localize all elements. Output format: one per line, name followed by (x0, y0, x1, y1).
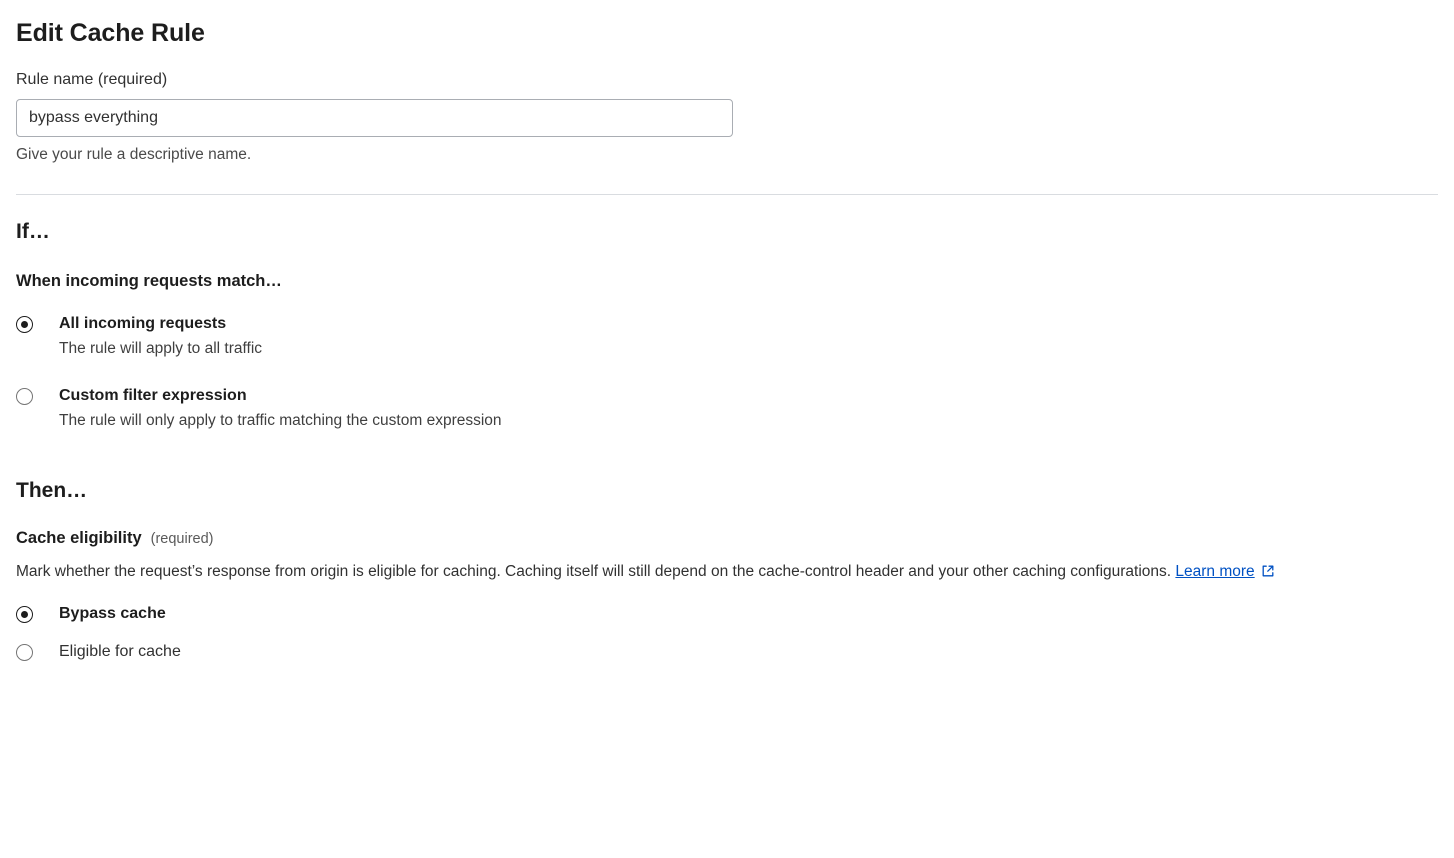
page-title: Edit Cache Rule (16, 19, 205, 47)
rule-name-help-text: Give your rule a descriptive name. (16, 146, 252, 163)
cache-eligibility-radio-group (16, 604, 1438, 662)
external-link-icon[interactable] (1261, 562, 1275, 586)
radio-option-custom-filter-expression[interactable] (16, 386, 1438, 432)
radio-option-text (59, 604, 166, 624)
radio-option-text (59, 314, 262, 360)
cache-eligibility-description (16, 560, 1438, 586)
request-match-radio-group (16, 314, 1438, 432)
radio-button-unselected-icon[interactable] (16, 644, 33, 661)
radio-option-bypass-cache[interactable] (16, 604, 1438, 624)
radio-option-title: Eligible for cache (59, 643, 181, 660)
incoming-requests-match-heading: When incoming requests match… (16, 272, 282, 290)
radio-button-unselected-icon[interactable] (16, 388, 33, 405)
radio-option-description: The rule will only apply to traffic matching the custom expression (59, 412, 502, 429)
radio-option-text (59, 386, 502, 432)
cache-eligibility-label-row (16, 528, 1438, 549)
cache-eligibility-description-text: Mark whether the request’s response from origin is eligible for caching. Caching itself will still depend on the cache-control header and your other caching configurations. (16, 563, 1172, 580)
rule-name-field-group (16, 70, 1438, 165)
radio-option-all-incoming-requests[interactable] (16, 314, 1438, 360)
learn-more-link[interactable]: Learn more (1175, 563, 1255, 580)
radio-button-selected-icon[interactable] (16, 606, 33, 623)
radio-option-eligible-for-cache[interactable] (16, 642, 1438, 662)
cache-eligibility-required-note: (required) (150, 531, 214, 547)
rule-name-input[interactable] (16, 99, 733, 137)
section-divider (16, 194, 1438, 195)
radio-option-title: All incoming requests (59, 315, 227, 332)
radio-option-description: The rule will apply to all traffic (59, 340, 263, 357)
radio-option-title: Bypass cache (59, 605, 166, 622)
if-section-heading: If… (16, 220, 50, 243)
radio-option-text (59, 642, 181, 662)
cache-eligibility-label: Cache eligibility (16, 529, 142, 547)
rule-name-label: Rule name (required) (16, 71, 168, 88)
radio-option-title: Custom filter expression (59, 387, 247, 404)
then-section-heading: Then… (16, 479, 88, 502)
radio-button-selected-icon[interactable] (16, 316, 33, 333)
